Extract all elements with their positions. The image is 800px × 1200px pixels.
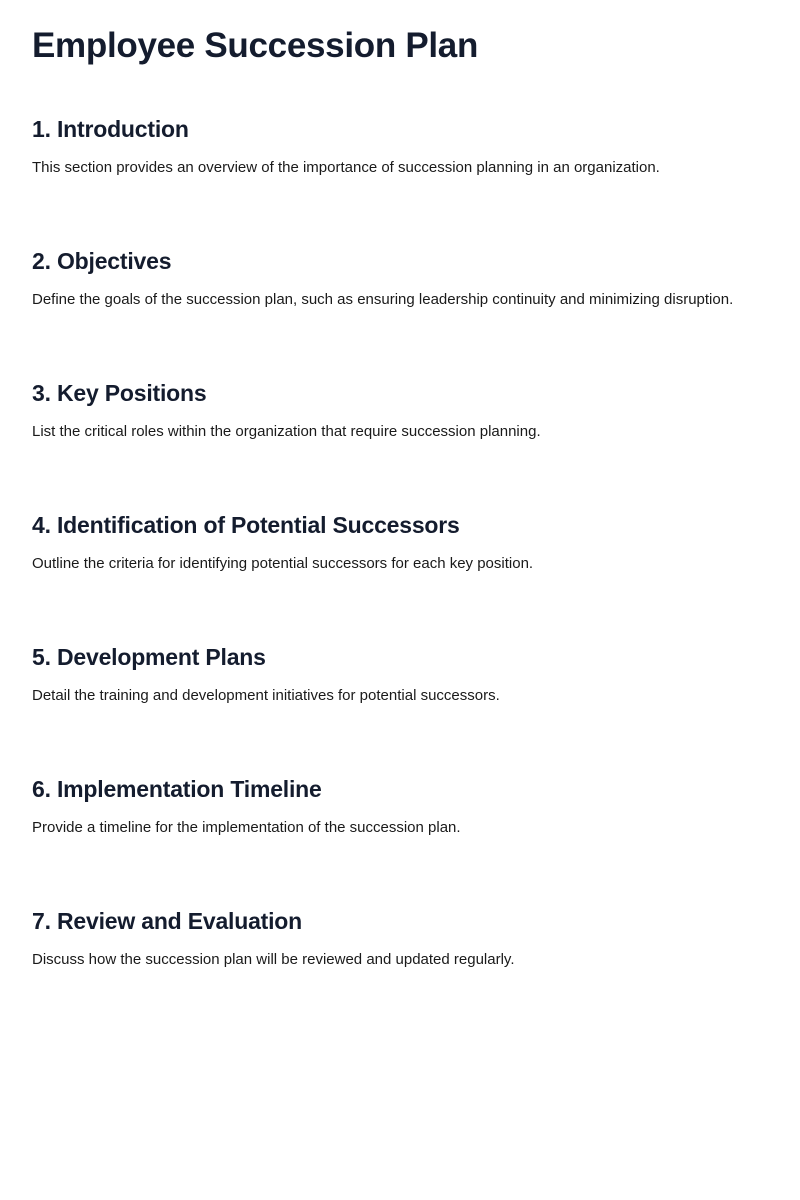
section-review-evaluation <box>32 906 768 1038</box>
section-heading: 4. Identification of Potential Successors <box>32 512 460 538</box>
section-development-plans <box>32 642 768 774</box>
section-key-positions <box>32 378 768 510</box>
section-objectives <box>32 246 768 378</box>
section-heading: 5. Development Plans <box>32 644 266 670</box>
section-body: Define the goals of the succession plan, such as ensuring leadership continuity and minimizing disruption. <box>32 291 734 308</box>
page-title: Employee Succession Plan <box>32 26 479 65</box>
section-heading: 2. Objectives <box>32 248 172 274</box>
section-body: Discuss how the succession plan will be reviewed and updated regularly. <box>32 951 515 968</box>
section-heading: 6. Implementation Timeline <box>32 776 322 802</box>
section-heading: 7. Review and Evaluation <box>32 908 303 934</box>
section-heading: 3. Key Positions <box>32 380 207 406</box>
section-introduction <box>32 114 768 246</box>
section-body: Outline the criteria for identifying potential successors for each key position. <box>32 555 534 572</box>
section-implementation-timeline <box>32 774 768 906</box>
section-heading: 1. Introduction <box>32 116 189 142</box>
section-body: This section provides an overview of the importance of succession planning in an organization. <box>32 159 660 176</box>
section-body: Provide a timeline for the implementation of the succession plan. <box>32 819 461 836</box>
section-potential-successors <box>32 510 768 642</box>
sections-list <box>32 114 768 1038</box>
section-body: Detail the training and development initiatives for potential successors. <box>32 687 500 704</box>
section-body: List the critical roles within the organization that require succession planning. <box>32 423 541 440</box>
